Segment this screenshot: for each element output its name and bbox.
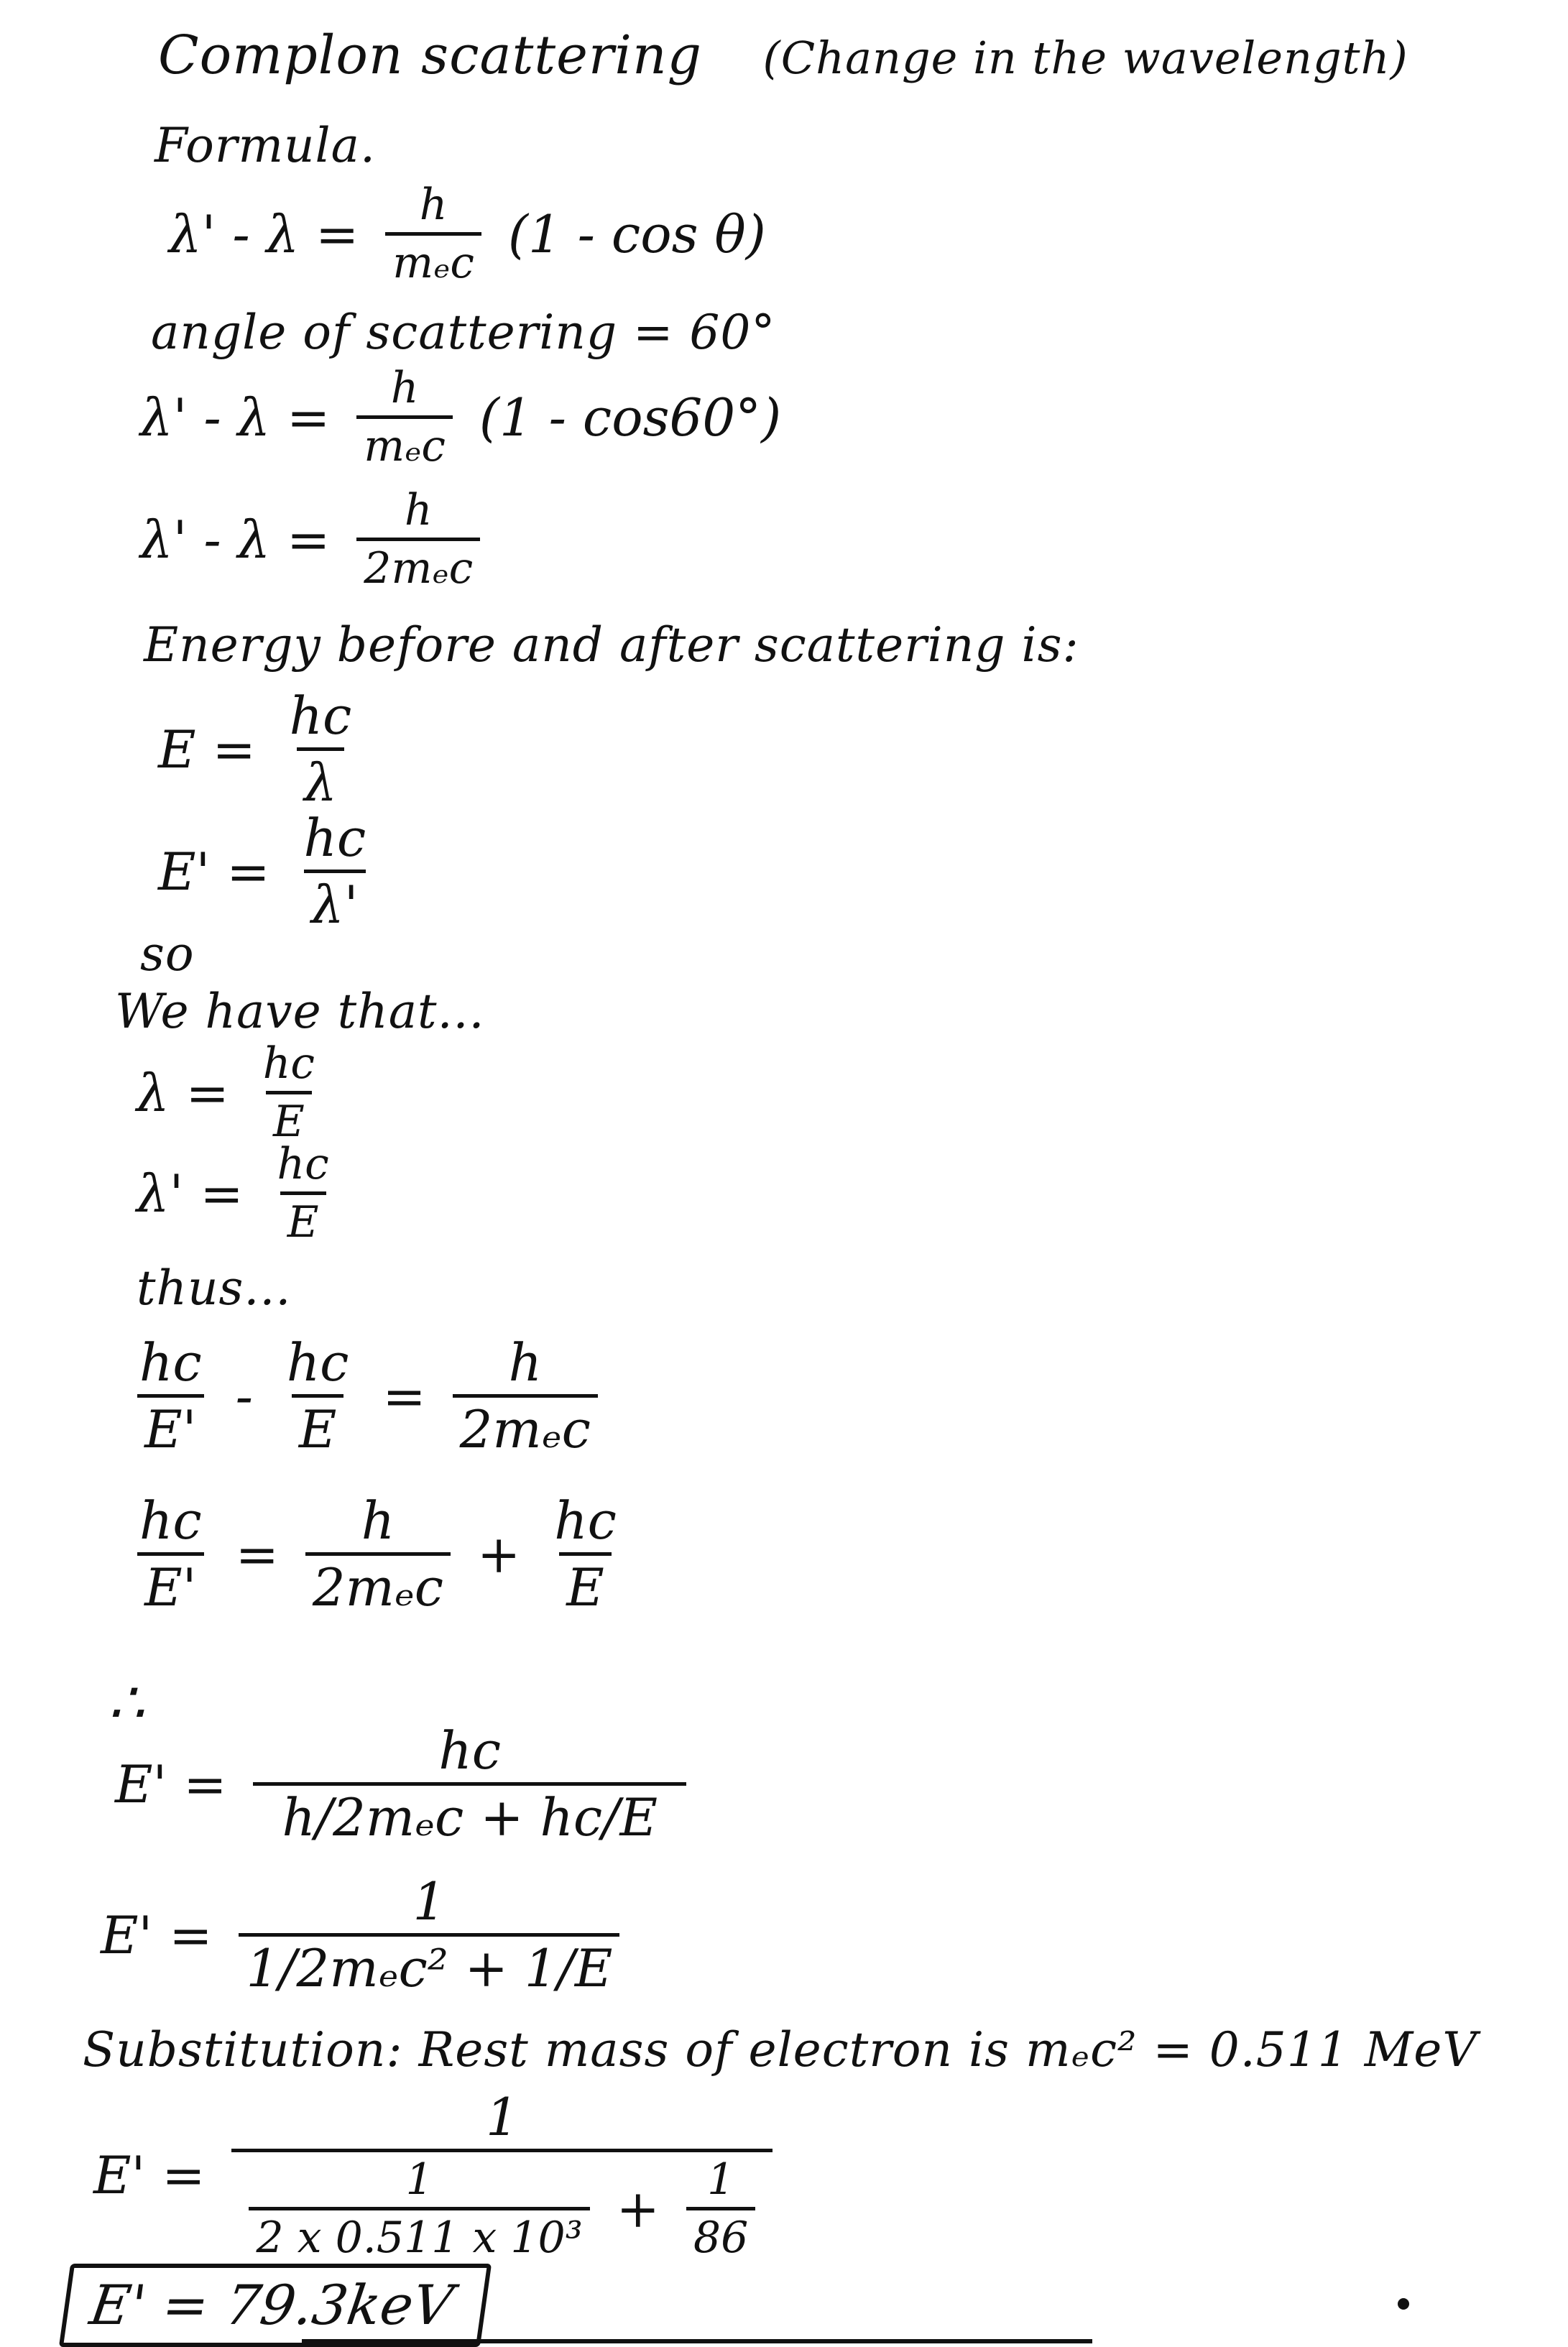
eq4-lhs: E' = bbox=[101, 1904, 213, 1965]
eq1-frac1 bbox=[132, 1332, 209, 1460]
so-label: so bbox=[140, 926, 195, 982]
eq5-inner-num: 1 bbox=[405, 2154, 433, 2205]
lambda-def-num: hc bbox=[262, 1038, 315, 1089]
we-have-label: We have that... bbox=[115, 984, 485, 1039]
eq2-frac2 bbox=[305, 1490, 451, 1618]
eq2-frac1 bbox=[132, 1490, 209, 1618]
lambda-def-den: E bbox=[266, 1091, 312, 1143]
step1-den: mₑc bbox=[356, 415, 453, 468]
step1-num: h bbox=[390, 363, 419, 413]
step2-num: h bbox=[404, 485, 433, 535]
lambda2-def-lhs: λ' = bbox=[137, 1163, 244, 1224]
energy-e-equation bbox=[158, 686, 369, 813]
step2-lhs: λ' - λ = bbox=[140, 509, 331, 570]
eq1-d2: E bbox=[292, 1394, 344, 1455]
eq2 bbox=[122, 1490, 634, 1618]
eq1-d3: 2mₑc bbox=[453, 1394, 598, 1455]
eq2-frac3 bbox=[547, 1490, 624, 1618]
eq3-lhs: E' = bbox=[115, 1753, 227, 1815]
eq1-eqs: = bbox=[382, 1365, 426, 1426]
therefore-symbol: ∴ bbox=[108, 1669, 144, 1736]
eq3-num: hc bbox=[438, 1720, 502, 1781]
formula-num: h bbox=[419, 180, 448, 230]
eq1-d1: E' bbox=[137, 1394, 203, 1455]
eq1-frac3 bbox=[453, 1332, 598, 1460]
energy-e2-den: λ' bbox=[304, 870, 365, 931]
formula-rest: (1 - cos θ) bbox=[507, 203, 766, 264]
formula-lhs: λ' - λ = bbox=[169, 203, 359, 264]
formula-label: Formula. bbox=[155, 118, 376, 173]
lambda-def-fraction bbox=[256, 1038, 322, 1147]
eq5-d2: 86 bbox=[686, 2207, 755, 2259]
eq4 bbox=[101, 1871, 629, 1998]
eq1-frac2 bbox=[280, 1332, 356, 1460]
eq2-eqs: = bbox=[235, 1523, 279, 1585]
eq3-den: h/2mₑc + hc/E bbox=[253, 1782, 686, 1843]
step2-equation bbox=[140, 485, 490, 594]
eq1-n3: h bbox=[508, 1332, 542, 1393]
eq2-d1: E' bbox=[137, 1552, 203, 1613]
energy-e-den: λ bbox=[297, 747, 344, 808]
energy-e-num: hc bbox=[289, 686, 352, 746]
step1-equation bbox=[140, 363, 782, 471]
eq1-n1: hc bbox=[139, 1332, 202, 1393]
step1-lhs: λ' - λ = bbox=[140, 387, 331, 448]
step1-rest: (1 - cos60°) bbox=[479, 387, 782, 448]
eq1-n2: hc bbox=[286, 1332, 349, 1393]
energy-e2-num: hc bbox=[303, 808, 366, 868]
eq1-op: - bbox=[235, 1365, 253, 1426]
eq2-d2: 2mₑc bbox=[305, 1552, 451, 1613]
eq5-n2: 1 bbox=[706, 2154, 735, 2205]
eq2-op: + bbox=[477, 1523, 521, 1585]
stray-dot bbox=[1398, 2298, 1409, 2310]
eq4-den: 1/2mₑc² + 1/E bbox=[239, 1933, 619, 1994]
lambda2-def-fraction bbox=[270, 1139, 336, 1248]
eq5 bbox=[93, 2087, 783, 2263]
title-note: (Change in the wavelength) bbox=[762, 32, 1408, 84]
eq5-lhs: E' = bbox=[93, 2145, 206, 2205]
eq2-n1: hc bbox=[139, 1490, 202, 1551]
energy-e2-fraction bbox=[296, 808, 373, 935]
lambda2-def-num: hc bbox=[277, 1139, 329, 1189]
formula-fraction bbox=[385, 180, 481, 288]
eq1 bbox=[122, 1332, 608, 1460]
energy-e-fraction bbox=[282, 686, 359, 813]
energy-label: Energy before and after scattering is: bbox=[144, 617, 1079, 673]
thus-label: thus... bbox=[137, 1260, 292, 1316]
lambda-def-lhs: λ = bbox=[137, 1062, 229, 1123]
title: Complon scattering bbox=[158, 24, 702, 86]
eq5-outer-fraction bbox=[231, 2087, 773, 2263]
lambda2-def-equation bbox=[137, 1139, 346, 1248]
eq5-inner-den: 2 x 0.511 x 10³ bbox=[249, 2207, 589, 2259]
energy-e2-lhs: E' = bbox=[158, 841, 270, 902]
page-edge-line bbox=[302, 2339, 1092, 2343]
energy-e-lhs: E = bbox=[158, 719, 256, 780]
step1-fraction bbox=[356, 363, 453, 471]
title-line bbox=[158, 24, 1408, 86]
eq5-outer-den bbox=[231, 2149, 773, 2263]
lambda2-def-den: E bbox=[280, 1191, 326, 1244]
energy-e2-equation bbox=[158, 808, 383, 935]
angle-line: angle of scattering = 60° bbox=[151, 305, 776, 360]
eq3-fraction bbox=[253, 1720, 686, 1848]
formula-equation bbox=[169, 180, 766, 288]
eq3 bbox=[115, 1720, 696, 1848]
eq5-inner-frac1 bbox=[249, 2154, 589, 2263]
eq4-num: 1 bbox=[412, 1871, 446, 1932]
eq2-n3: hc bbox=[554, 1490, 617, 1551]
eq5-op: + bbox=[616, 2178, 660, 2239]
lambda-def-equation bbox=[137, 1038, 332, 1147]
final-answer: E' = 79.3keV bbox=[59, 2264, 492, 2347]
eq5-num: 1 bbox=[485, 2087, 519, 2147]
formula-den: mₑc bbox=[385, 232, 481, 285]
step2-den: 2mₑc bbox=[356, 538, 480, 590]
step2-fraction bbox=[356, 485, 480, 594]
substitution-line: Substitution: Rest mass of electron is mₑc² = 0.511 MeV bbox=[83, 2022, 1477, 2078]
eq2-n2: h bbox=[361, 1490, 395, 1551]
eq5-inner-frac2 bbox=[686, 2154, 755, 2263]
eq4-fraction bbox=[239, 1871, 619, 1998]
eq2-d3: E bbox=[559, 1552, 612, 1613]
